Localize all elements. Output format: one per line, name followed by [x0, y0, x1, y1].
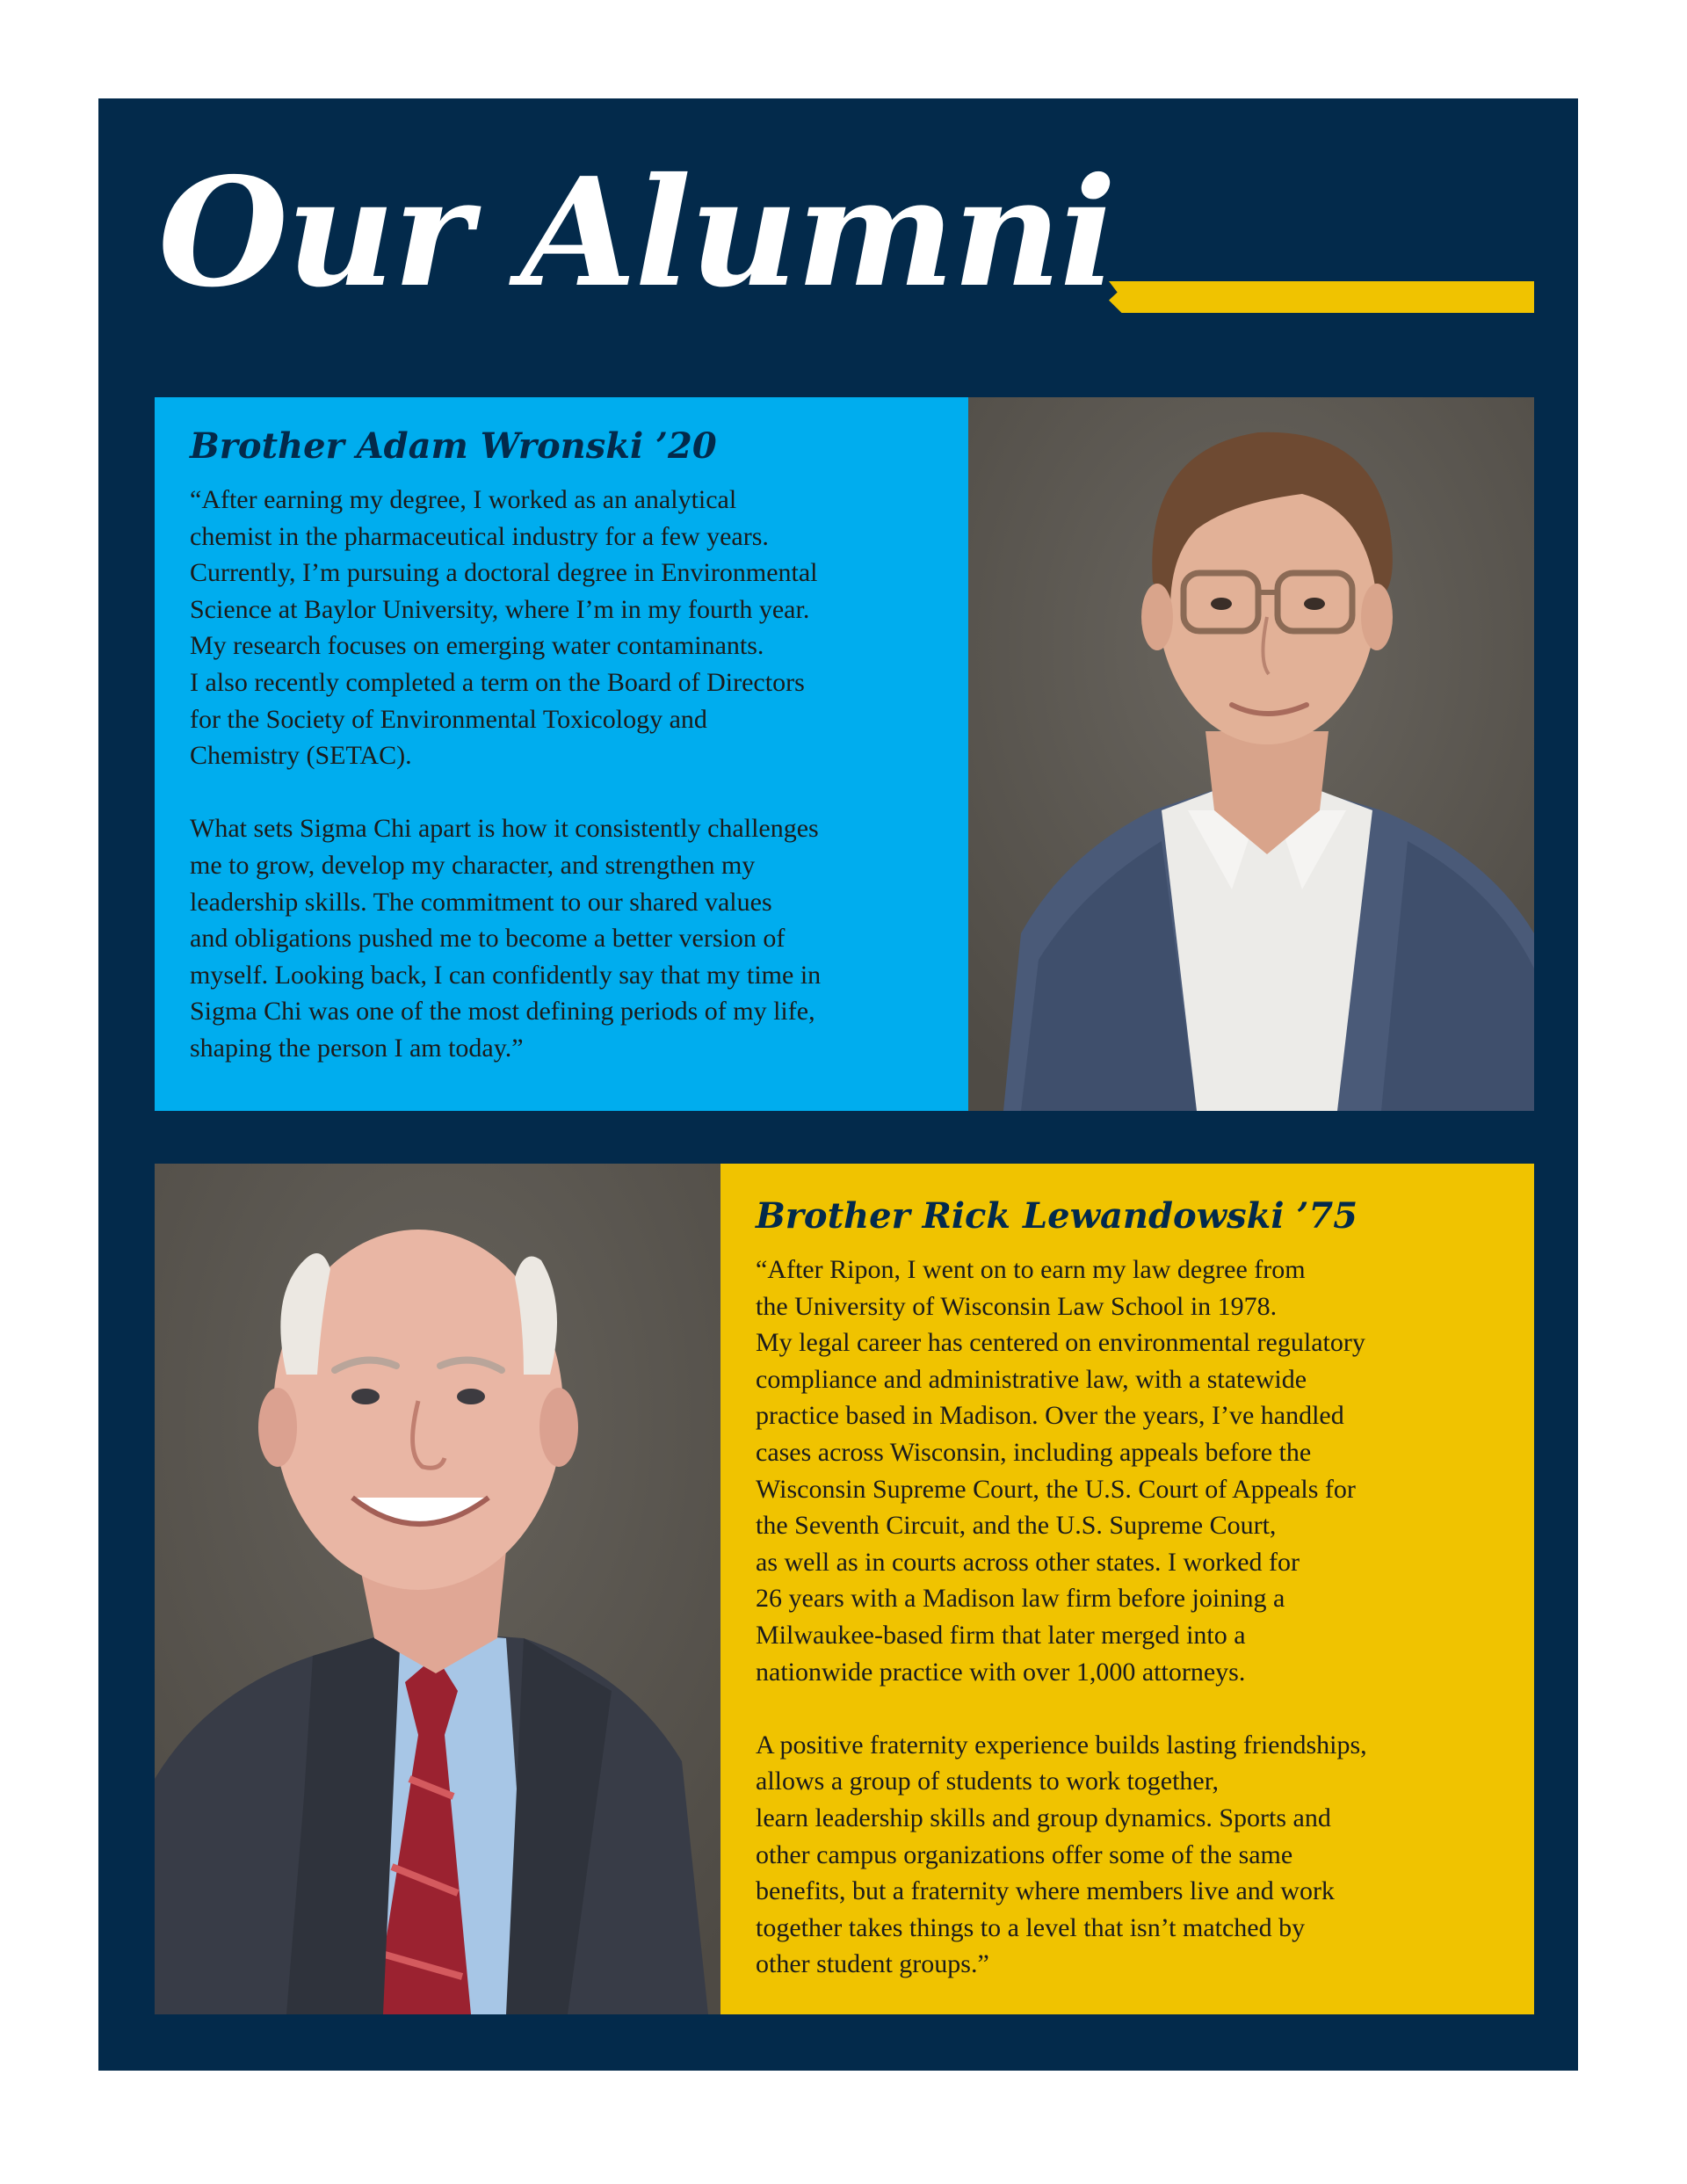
quote-line: other student groups.”	[756, 1949, 989, 1979]
quote-line: allows a group of students to work together,	[756, 1767, 1220, 1796]
quote-line: “After Ripon, I went on to earn my law degree from	[756, 1255, 1306, 1284]
quote-line: nationwide practice with over 1,000 attorneys.	[756, 1657, 1246, 1687]
quote-line: chemist in the pharmaceutical industry for a few years.	[190, 521, 769, 551]
paragraph-gap	[756, 1690, 1499, 1727]
quote-line: compliance and administrative law, with a statewide	[756, 1364, 1307, 1394]
alumni-name: Brother Adam Wronski ’20	[190, 425, 717, 467]
quote-line: benefits, but a fraternity where members live and work	[756, 1876, 1335, 1906]
paragraph-gap	[190, 774, 933, 811]
quote-line: Science at Baylor University, where I’m in my fourth year.	[190, 594, 810, 624]
alumni-quote	[190, 482, 933, 1067]
quote-line: learn leadership skills and group dynamics. Sports and	[756, 1803, 1331, 1832]
portrait-illustration	[155, 1164, 720, 2014]
quote-line: Chemistry (SETAC).	[190, 741, 412, 771]
quote-line: A positive fraternity experience builds lasting friendships,	[756, 1730, 1367, 1760]
quote-line: practice based in Madison. Over the years, I’ve handled	[756, 1401, 1344, 1431]
quote-line: “After earning my degree, I worked as an analytical	[190, 485, 737, 514]
quote-line: me to grow, develop my character, and strengthen my	[190, 850, 756, 880]
portrait-illustration	[968, 397, 1534, 1111]
alumni-name: Brother Rick Lewandowski ’75	[756, 1195, 1358, 1237]
quote-line: cases across Wisconsin, including appeals before the	[756, 1437, 1312, 1467]
alumni-card-wronski	[155, 397, 968, 1111]
quote-line: Milwaukee-based firm that later merged into a	[756, 1620, 1246, 1650]
quote-line: My legal career has centered on environmental regulatory	[756, 1328, 1365, 1358]
alumni-quote	[756, 1252, 1499, 1983]
portrait-older-man-suit-icon	[155, 1164, 720, 2014]
quote-line: I also recently completed a term on the Board of Directors	[190, 667, 805, 697]
quote-line: myself. Looking back, I can confidently say that my time in	[190, 960, 822, 990]
title-accent-bar	[1109, 281, 1534, 313]
quote-line: What sets Sigma Chi apart is how it consistently challenges	[190, 814, 819, 844]
quote-line: together takes things to a level that isn’t matched by	[756, 1912, 1306, 1942]
portrait-young-man-glasses-icon	[968, 397, 1534, 1111]
quote-line: Wisconsin Supreme Court, the U.S. Court of Appeals for	[756, 1474, 1356, 1504]
page-title: Our Alumni	[158, 145, 1115, 321]
quote-line: for the Society of Environmental Toxicology and	[190, 704, 707, 734]
quote-line: as well as in courts across other states. I worked for	[756, 1547, 1300, 1577]
quote-line: and obligations pushed me to become a better version of	[190, 924, 786, 954]
quote-line: the Seventh Circuit, and the U.S. Supreme Court,	[756, 1511, 1277, 1541]
quote-line: Sigma Chi was one of the most defining periods of my life,	[190, 997, 815, 1027]
quote-line: My research focuses on emerging water contaminants.	[190, 631, 764, 661]
quote-line: the University of Wisconsin Law School in 1978.	[756, 1291, 1278, 1321]
quote-line: leadership skills. The commitment to our shared values	[190, 887, 772, 917]
quote-line: Currently, I’m pursuing a doctoral degree in Environmental	[190, 558, 818, 588]
quote-line: other campus organizations offer some of the same	[756, 1839, 1293, 1869]
alumni-card-lewandowski	[720, 1164, 1534, 2014]
quote-line: 26 years with a Madison law firm before joining a	[756, 1584, 1285, 1614]
quote-line: shaping the person I am today.”	[190, 1033, 524, 1063]
